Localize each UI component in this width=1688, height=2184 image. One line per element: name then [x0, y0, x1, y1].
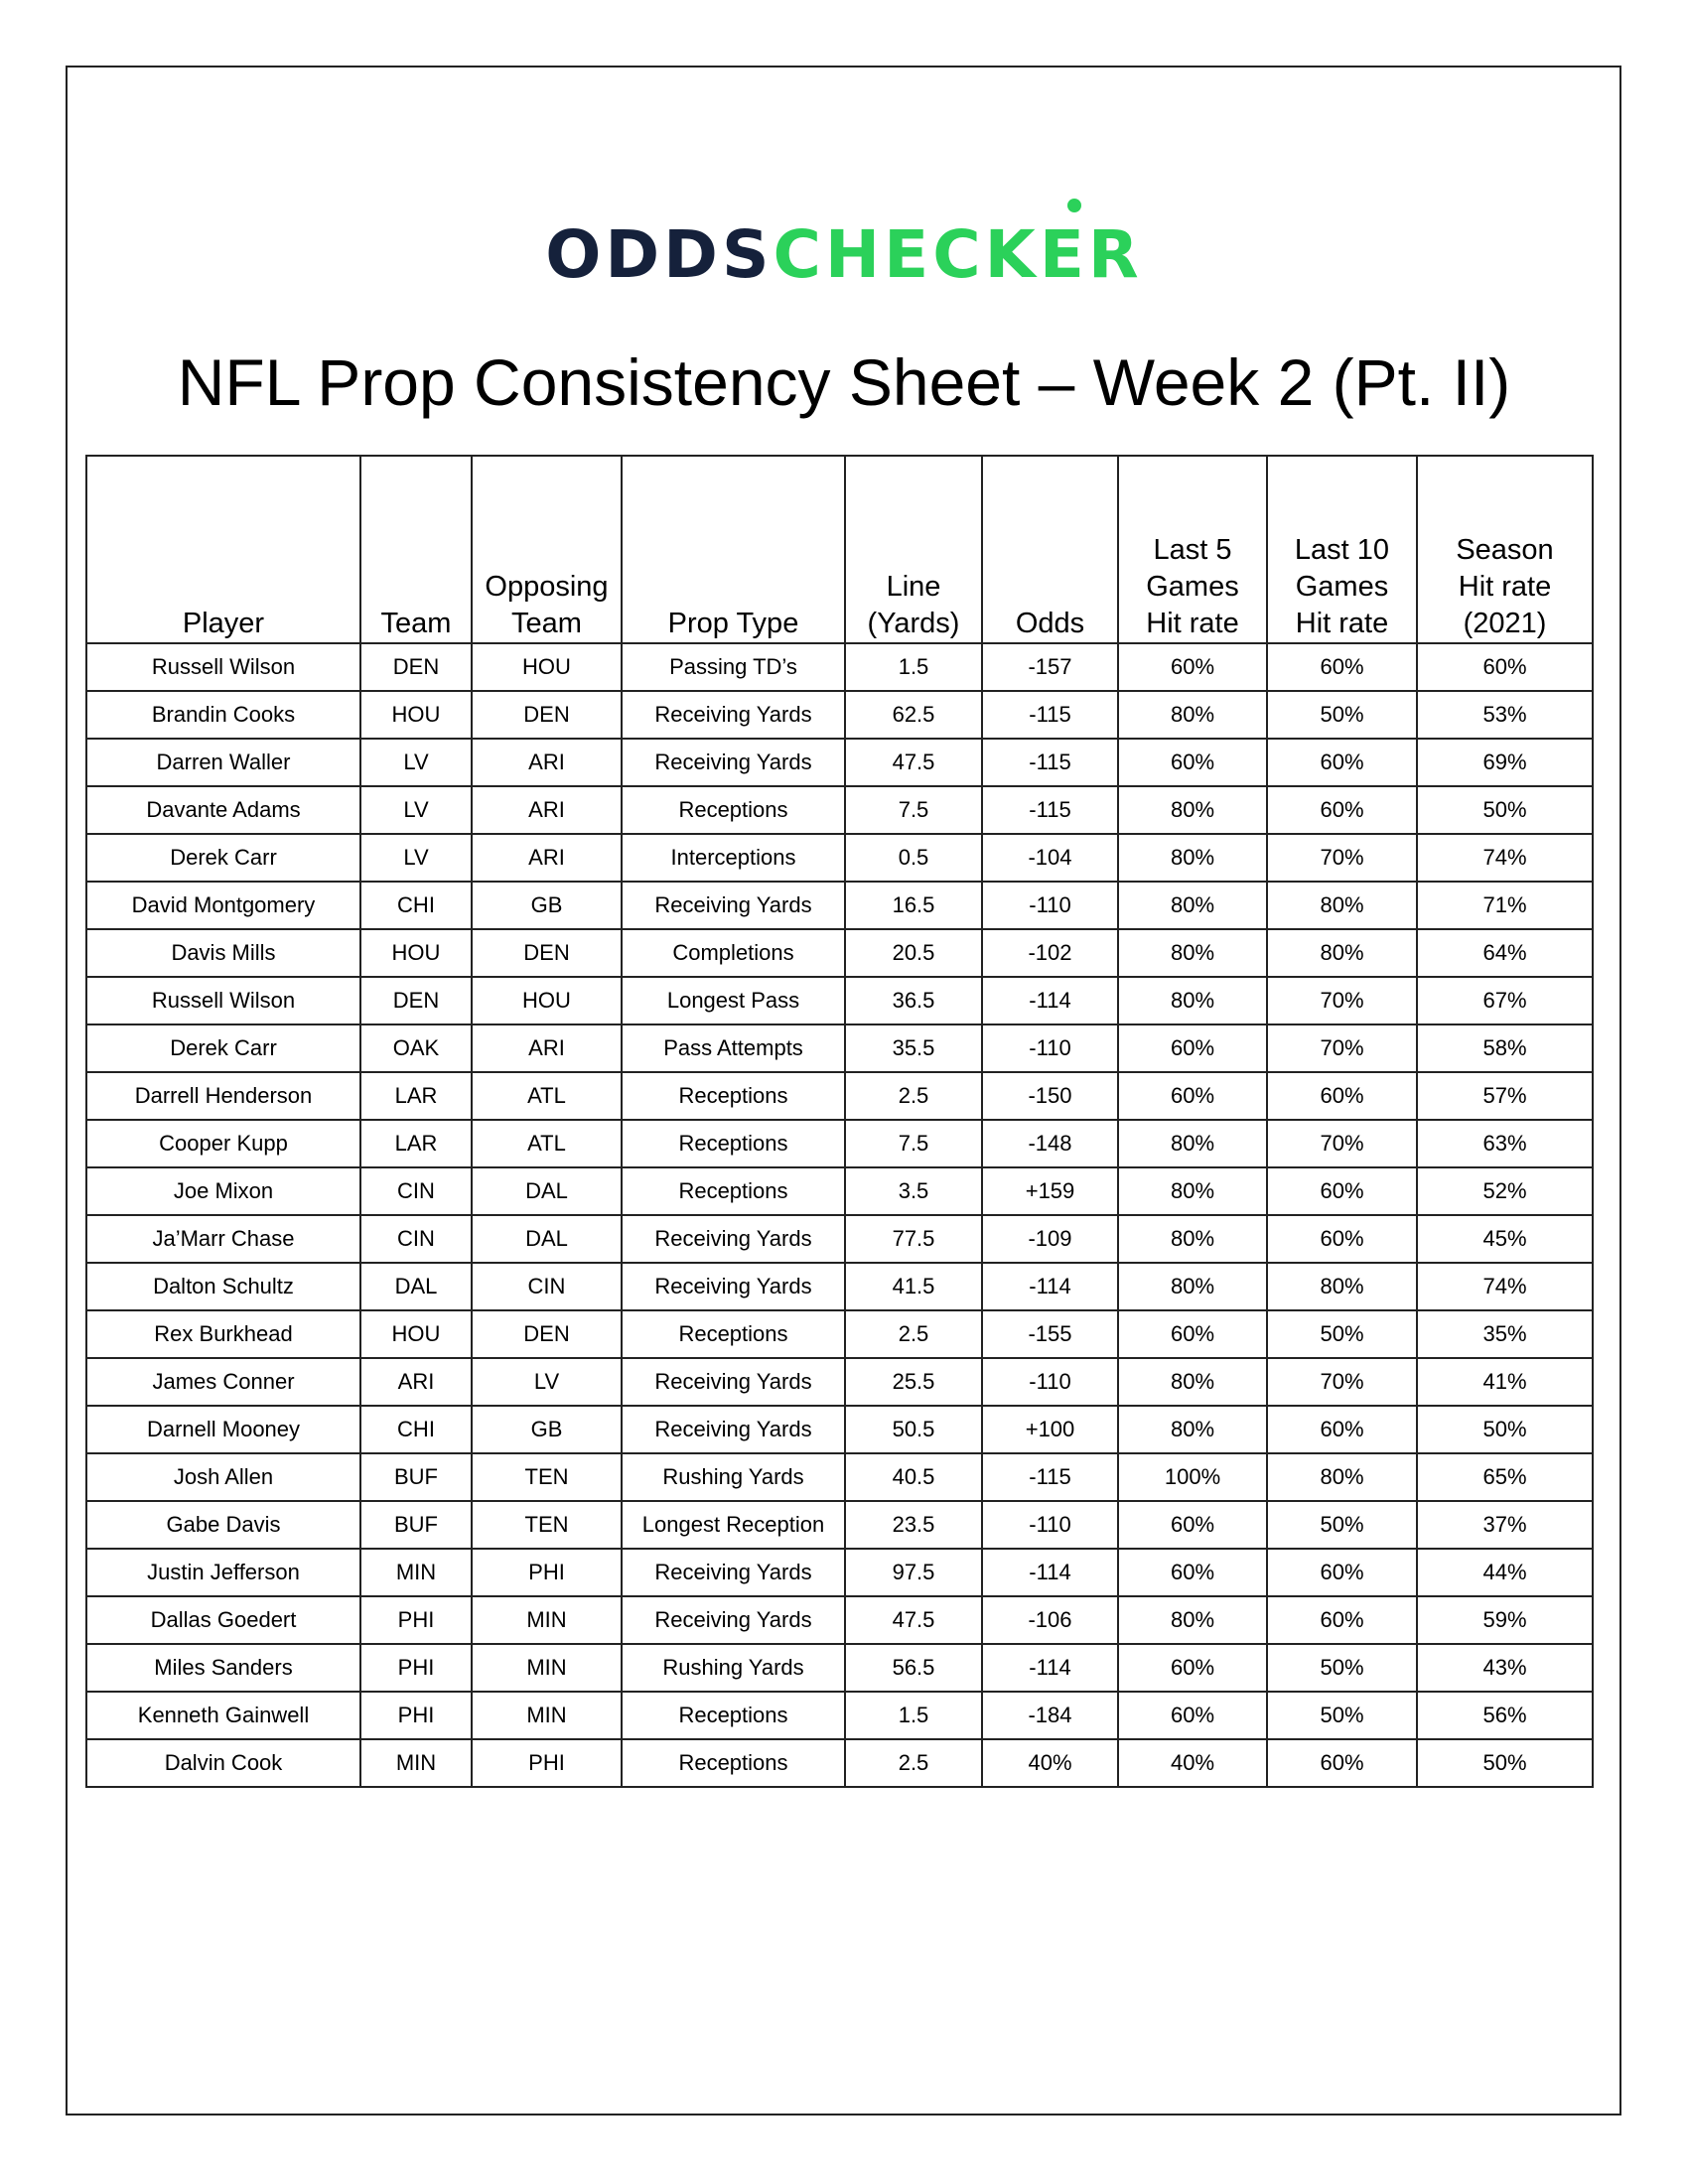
- cell-season-hit-rate: 69%: [1417, 739, 1593, 786]
- cell-prop-type: Receptions: [622, 1120, 845, 1167]
- cell-opposing-team: DAL: [472, 1167, 622, 1215]
- column-header-text: Odds: [1015, 608, 1085, 639]
- table-row: [86, 1167, 1593, 1215]
- cell-prop-type: Receiving Yards: [622, 1406, 845, 1453]
- column-header-season-hit-rate: [1417, 456, 1593, 643]
- cell-odds: -109: [982, 1215, 1118, 1263]
- table-header-row: [86, 456, 1593, 643]
- cell-prop-type: Receiving Yards: [622, 1263, 845, 1310]
- logo-checker-text: CHECKER: [773, 216, 1143, 293]
- cell-last-5-hit-rate: 100%: [1118, 1453, 1267, 1501]
- cell-prop-type: Receptions: [622, 1072, 845, 1120]
- cell-last-5-hit-rate: 60%: [1118, 1501, 1267, 1549]
- table-row: [86, 834, 1593, 882]
- cell-odds: -115: [982, 691, 1118, 739]
- cell-player: Darren Waller: [86, 739, 360, 786]
- column-header-text: (2021): [1463, 608, 1547, 639]
- cell-last-5-hit-rate: 60%: [1118, 1692, 1267, 1739]
- cell-line: 1.5: [845, 643, 982, 691]
- cell-line: 2.5: [845, 1739, 982, 1787]
- cell-team: HOU: [360, 1310, 472, 1358]
- cell-last-5-hit-rate: 80%: [1118, 1167, 1267, 1215]
- table-row: [86, 1024, 1593, 1072]
- cell-last-5-hit-rate: 80%: [1118, 1263, 1267, 1310]
- cell-prop-type: Receiving Yards: [622, 882, 845, 929]
- table-body: [86, 643, 1593, 1787]
- cell-line: 16.5: [845, 882, 982, 929]
- cell-team: PHI: [360, 1644, 472, 1692]
- cell-team: PHI: [360, 1692, 472, 1739]
- cell-opposing-team: TEN: [472, 1501, 622, 1549]
- cell-opposing-team: GB: [472, 882, 622, 929]
- cell-odds: -184: [982, 1692, 1118, 1739]
- table-row: [86, 1358, 1593, 1406]
- column-header-odds: [982, 456, 1118, 643]
- cell-prop-type: Interceptions: [622, 834, 845, 882]
- cell-player: Dallas Goedert: [86, 1596, 360, 1644]
- cell-last-10-hit-rate: 50%: [1267, 1501, 1417, 1549]
- table-row: [86, 691, 1593, 739]
- cell-last-10-hit-rate: 60%: [1267, 1215, 1417, 1263]
- cell-season-hit-rate: 64%: [1417, 929, 1593, 977]
- cell-last-10-hit-rate: 70%: [1267, 1024, 1417, 1072]
- column-header-line: [845, 456, 982, 643]
- cell-last-10-hit-rate: 70%: [1267, 977, 1417, 1024]
- column-header-team: [360, 456, 472, 643]
- cell-team: BUF: [360, 1453, 472, 1501]
- table-row: [86, 1263, 1593, 1310]
- cell-odds: +159: [982, 1167, 1118, 1215]
- cell-last-5-hit-rate: 60%: [1118, 643, 1267, 691]
- cell-season-hit-rate: 67%: [1417, 977, 1593, 1024]
- cell-opposing-team: LV: [472, 1358, 622, 1406]
- cell-odds: -115: [982, 786, 1118, 834]
- cell-player: Rex Burkhead: [86, 1310, 360, 1358]
- table-row: [86, 1549, 1593, 1596]
- cell-player: Justin Jefferson: [86, 1549, 360, 1596]
- cell-player: Russell Wilson: [86, 977, 360, 1024]
- cell-odds: -148: [982, 1120, 1118, 1167]
- cell-last-5-hit-rate: 80%: [1118, 1596, 1267, 1644]
- cell-season-hit-rate: 45%: [1417, 1215, 1593, 1263]
- table-row: [86, 882, 1593, 929]
- cell-prop-type: Longest Pass: [622, 977, 845, 1024]
- cell-team: DEN: [360, 643, 472, 691]
- column-header-text: Opposing: [485, 571, 609, 603]
- table-row: [86, 1453, 1593, 1501]
- cell-opposing-team: MIN: [472, 1596, 622, 1644]
- cell-opposing-team: ARI: [472, 739, 622, 786]
- cell-odds: -114: [982, 1644, 1118, 1692]
- cell-team: LAR: [360, 1072, 472, 1120]
- column-header-text: (Yards): [867, 608, 960, 639]
- cell-season-hit-rate: 58%: [1417, 1024, 1593, 1072]
- column-header-text: Games: [1295, 571, 1389, 603]
- cell-opposing-team: GB: [472, 1406, 622, 1453]
- cell-odds: -102: [982, 929, 1118, 977]
- table-row: [86, 1644, 1593, 1692]
- table-row: [86, 1072, 1593, 1120]
- cell-opposing-team: ARI: [472, 834, 622, 882]
- cell-odds: -114: [982, 977, 1118, 1024]
- cell-team: CHI: [360, 882, 472, 929]
- cell-last-10-hit-rate: 60%: [1267, 1739, 1417, 1787]
- cell-season-hit-rate: 50%: [1417, 786, 1593, 834]
- cell-last-10-hit-rate: 60%: [1267, 643, 1417, 691]
- cell-line: 7.5: [845, 786, 982, 834]
- cell-season-hit-rate: 35%: [1417, 1310, 1593, 1358]
- cell-line: 23.5: [845, 1501, 982, 1549]
- table-row: [86, 1596, 1593, 1644]
- cell-player: Russell Wilson: [86, 643, 360, 691]
- table-row: [86, 929, 1593, 977]
- cell-line: 2.5: [845, 1310, 982, 1358]
- cell-team: HOU: [360, 691, 472, 739]
- cell-odds: -110: [982, 882, 1118, 929]
- cell-opposing-team: HOU: [472, 977, 622, 1024]
- oddschecker-logo: [0, 216, 1688, 293]
- cell-line: 35.5: [845, 1024, 982, 1072]
- cell-odds: -104: [982, 834, 1118, 882]
- column-header-text: Team: [380, 608, 452, 639]
- cell-prop-type: Receptions: [622, 1692, 845, 1739]
- cell-season-hit-rate: 59%: [1417, 1596, 1593, 1644]
- cell-prop-type: Receptions: [622, 1310, 845, 1358]
- cell-prop-type: Rushing Yards: [622, 1453, 845, 1501]
- cell-season-hit-rate: 50%: [1417, 1406, 1593, 1453]
- cell-team: DEN: [360, 977, 472, 1024]
- column-header-text: Team: [511, 608, 582, 639]
- cell-line: 40.5: [845, 1453, 982, 1501]
- cell-player: Darnell Mooney: [86, 1406, 360, 1453]
- cell-odds: +100: [982, 1406, 1118, 1453]
- table-row: [86, 1310, 1593, 1358]
- cell-season-hit-rate: 65%: [1417, 1453, 1593, 1501]
- table-row: [86, 977, 1593, 1024]
- column-header-text: Games: [1146, 571, 1239, 603]
- cell-line: 97.5: [845, 1549, 982, 1596]
- prop-table: [85, 455, 1594, 1788]
- table-row: [86, 1692, 1593, 1739]
- cell-team: MIN: [360, 1739, 472, 1787]
- cell-last-5-hit-rate: 60%: [1118, 1024, 1267, 1072]
- cell-season-hit-rate: 44%: [1417, 1549, 1593, 1596]
- cell-last-5-hit-rate: 80%: [1118, 882, 1267, 929]
- cell-season-hit-rate: 52%: [1417, 1167, 1593, 1215]
- cell-last-10-hit-rate: 60%: [1267, 1406, 1417, 1453]
- cell-opposing-team: DAL: [472, 1215, 622, 1263]
- table-row: [86, 739, 1593, 786]
- cell-line: 62.5: [845, 691, 982, 739]
- cell-player: Ja’Marr Chase: [86, 1215, 360, 1263]
- cell-line: 20.5: [845, 929, 982, 977]
- cell-last-10-hit-rate: 60%: [1267, 1167, 1417, 1215]
- table-row: [86, 1406, 1593, 1453]
- cell-opposing-team: HOU: [472, 643, 622, 691]
- cell-team: LV: [360, 786, 472, 834]
- column-header-text: Hit rate: [1458, 571, 1552, 603]
- cell-opposing-team: MIN: [472, 1644, 622, 1692]
- table-row: [86, 786, 1593, 834]
- cell-last-5-hit-rate: 80%: [1118, 1406, 1267, 1453]
- table-row: [86, 1501, 1593, 1549]
- column-header-text: Last 10: [1294, 534, 1390, 566]
- column-header-text: Hit rate: [1146, 608, 1239, 639]
- cell-team: HOU: [360, 929, 472, 977]
- cell-prop-type: Longest Reception: [622, 1501, 845, 1549]
- cell-last-10-hit-rate: 80%: [1267, 882, 1417, 929]
- cell-prop-type: Receiving Yards: [622, 691, 845, 739]
- cell-season-hit-rate: 50%: [1417, 1739, 1593, 1787]
- cell-line: 41.5: [845, 1263, 982, 1310]
- column-header-player: [86, 456, 360, 643]
- cell-line: 47.5: [845, 739, 982, 786]
- cell-last-5-hit-rate: 40%: [1118, 1739, 1267, 1787]
- cell-player: Gabe Davis: [86, 1501, 360, 1549]
- cell-player: Brandin Cooks: [86, 691, 360, 739]
- cell-season-hit-rate: 60%: [1417, 643, 1593, 691]
- cell-opposing-team: PHI: [472, 1549, 622, 1596]
- logo-odds-text: ODDS: [545, 216, 774, 293]
- cell-last-10-hit-rate: 80%: [1267, 1263, 1417, 1310]
- cell-player: Josh Allen: [86, 1453, 360, 1501]
- cell-odds: -106: [982, 1596, 1118, 1644]
- column-header-text: Season: [1456, 534, 1554, 566]
- cell-line: 2.5: [845, 1072, 982, 1120]
- cell-opposing-team: TEN: [472, 1453, 622, 1501]
- cell-prop-type: Receiving Yards: [622, 1596, 845, 1644]
- page-title: NFL Prop Consistency Sheet – Week 2 (Pt. II): [177, 345, 1511, 419]
- table-row: [86, 1120, 1593, 1167]
- cell-opposing-team: DEN: [472, 929, 622, 977]
- cell-prop-type: Receiving Yards: [622, 1215, 845, 1263]
- cell-last-10-hit-rate: 60%: [1267, 1549, 1417, 1596]
- cell-last-5-hit-rate: 80%: [1118, 1358, 1267, 1406]
- cell-last-10-hit-rate: 60%: [1267, 786, 1417, 834]
- cell-season-hit-rate: 74%: [1417, 1263, 1593, 1310]
- cell-season-hit-rate: 63%: [1417, 1120, 1593, 1167]
- cell-team: PHI: [360, 1596, 472, 1644]
- table-row: [86, 1215, 1593, 1263]
- cell-odds: -157: [982, 643, 1118, 691]
- cell-team: LAR: [360, 1120, 472, 1167]
- cell-team: CIN: [360, 1215, 472, 1263]
- cell-player: Davante Adams: [86, 786, 360, 834]
- cell-last-10-hit-rate: 70%: [1267, 1120, 1417, 1167]
- cell-season-hit-rate: 37%: [1417, 1501, 1593, 1549]
- cell-prop-type: Pass Attempts: [622, 1024, 845, 1072]
- cell-team: LV: [360, 834, 472, 882]
- cell-odds: -110: [982, 1501, 1118, 1549]
- cell-season-hit-rate: 74%: [1417, 834, 1593, 882]
- cell-prop-type: Receiving Yards: [622, 1549, 845, 1596]
- cell-odds: -114: [982, 1549, 1118, 1596]
- cell-prop-type: Receptions: [622, 786, 845, 834]
- cell-last-10-hit-rate: 80%: [1267, 1453, 1417, 1501]
- column-header-text: Last 5: [1153, 534, 1232, 566]
- column-header-last-5-hit-rate: [1118, 456, 1267, 643]
- column-header-text: Line: [886, 571, 941, 603]
- cell-last-10-hit-rate: 50%: [1267, 1692, 1417, 1739]
- cell-line: 7.5: [845, 1120, 982, 1167]
- cell-last-5-hit-rate: 60%: [1118, 1549, 1267, 1596]
- cell-last-5-hit-rate: 60%: [1118, 1072, 1267, 1120]
- cell-opposing-team: ARI: [472, 1024, 622, 1072]
- cell-line: 47.5: [845, 1596, 982, 1644]
- column-header-last-10-hit-rate: [1267, 456, 1417, 643]
- cell-player: Davis Mills: [86, 929, 360, 977]
- cell-odds: -110: [982, 1358, 1118, 1406]
- cell-odds: -110: [982, 1024, 1118, 1072]
- cell-season-hit-rate: 56%: [1417, 1692, 1593, 1739]
- column-header-text: Hit rate: [1295, 608, 1389, 639]
- cell-last-5-hit-rate: 60%: [1118, 1310, 1267, 1358]
- cell-last-10-hit-rate: 60%: [1267, 1072, 1417, 1120]
- cell-last-5-hit-rate: 80%: [1118, 1120, 1267, 1167]
- cell-prop-type: Passing TD’s: [622, 643, 845, 691]
- cell-player: Dalton Schultz: [86, 1263, 360, 1310]
- cell-line: 77.5: [845, 1215, 982, 1263]
- cell-last-10-hit-rate: 60%: [1267, 739, 1417, 786]
- cell-line: 56.5: [845, 1644, 982, 1692]
- cell-last-10-hit-rate: 70%: [1267, 1358, 1417, 1406]
- cell-last-10-hit-rate: 80%: [1267, 929, 1417, 977]
- cell-player: Derek Carr: [86, 1024, 360, 1072]
- cell-season-hit-rate: 53%: [1417, 691, 1593, 739]
- cell-player: James Conner: [86, 1358, 360, 1406]
- cell-opposing-team: ATL: [472, 1120, 622, 1167]
- cell-team: BUF: [360, 1501, 472, 1549]
- cell-line: 36.5: [845, 977, 982, 1024]
- cell-last-10-hit-rate: 50%: [1267, 691, 1417, 739]
- cell-opposing-team: DEN: [472, 691, 622, 739]
- cell-prop-type: Receptions: [622, 1167, 845, 1215]
- cell-season-hit-rate: 57%: [1417, 1072, 1593, 1120]
- cell-odds: 40%: [982, 1739, 1118, 1787]
- cell-odds: -115: [982, 1453, 1118, 1501]
- cell-opposing-team: ARI: [472, 786, 622, 834]
- cell-prop-type: Receiving Yards: [622, 739, 845, 786]
- cell-last-10-hit-rate: 70%: [1267, 834, 1417, 882]
- cell-player: Dalvin Cook: [86, 1739, 360, 1787]
- cell-team: DAL: [360, 1263, 472, 1310]
- cell-last-5-hit-rate: 80%: [1118, 691, 1267, 739]
- cell-prop-type: Completions: [622, 929, 845, 977]
- cell-last-10-hit-rate: 60%: [1267, 1596, 1417, 1644]
- cell-team: LV: [360, 739, 472, 786]
- table-row: [86, 643, 1593, 691]
- cell-team: OAK: [360, 1024, 472, 1072]
- cell-opposing-team: MIN: [472, 1692, 622, 1739]
- cell-odds: -115: [982, 739, 1118, 786]
- cell-opposing-team: ATL: [472, 1072, 622, 1120]
- cell-last-5-hit-rate: 80%: [1118, 977, 1267, 1024]
- cell-player: Darrell Henderson: [86, 1072, 360, 1120]
- cell-line: 0.5: [845, 834, 982, 882]
- column-header-text: Prop Type: [667, 608, 799, 639]
- cell-odds: -155: [982, 1310, 1118, 1358]
- cell-player: Joe Mixon: [86, 1167, 360, 1215]
- cell-team: ARI: [360, 1358, 472, 1406]
- column-header-opposing-team: [472, 456, 622, 643]
- cell-opposing-team: DEN: [472, 1310, 622, 1358]
- cell-odds: -114: [982, 1263, 1118, 1310]
- cell-player: Cooper Kupp: [86, 1120, 360, 1167]
- cell-line: 3.5: [845, 1167, 982, 1215]
- cell-last-5-hit-rate: 80%: [1118, 929, 1267, 977]
- cell-team: CHI: [360, 1406, 472, 1453]
- cell-last-10-hit-rate: 50%: [1267, 1310, 1417, 1358]
- cell-prop-type: Receptions: [622, 1739, 845, 1787]
- cell-odds: -150: [982, 1072, 1118, 1120]
- cell-opposing-team: CIN: [472, 1263, 622, 1310]
- cell-last-5-hit-rate: 80%: [1118, 834, 1267, 882]
- cell-line: 50.5: [845, 1406, 982, 1453]
- cell-player: Derek Carr: [86, 834, 360, 882]
- cell-last-10-hit-rate: 50%: [1267, 1644, 1417, 1692]
- cell-season-hit-rate: 43%: [1417, 1644, 1593, 1692]
- cell-prop-type: Rushing Yards: [622, 1644, 845, 1692]
- cell-player: David Montgomery: [86, 882, 360, 929]
- cell-prop-type: Receiving Yards: [622, 1358, 845, 1406]
- cell-last-5-hit-rate: 80%: [1118, 1215, 1267, 1263]
- cell-last-5-hit-rate: 80%: [1118, 786, 1267, 834]
- cell-season-hit-rate: 71%: [1417, 882, 1593, 929]
- cell-line: 25.5: [845, 1358, 982, 1406]
- cell-last-5-hit-rate: 60%: [1118, 1644, 1267, 1692]
- column-header-text: Player: [182, 608, 265, 639]
- cell-last-5-hit-rate: 60%: [1118, 739, 1267, 786]
- column-header-prop-type: [622, 456, 845, 643]
- cell-player: Kenneth Gainwell: [86, 1692, 360, 1739]
- cell-team: CIN: [360, 1167, 472, 1215]
- cell-team: MIN: [360, 1549, 472, 1596]
- table-row: [86, 1739, 1593, 1787]
- cell-season-hit-rate: 41%: [1417, 1358, 1593, 1406]
- cell-player: Miles Sanders: [86, 1644, 360, 1692]
- logo-dot-icon: [1067, 199, 1081, 212]
- cell-line: 1.5: [845, 1692, 982, 1739]
- cell-opposing-team: PHI: [472, 1739, 622, 1787]
